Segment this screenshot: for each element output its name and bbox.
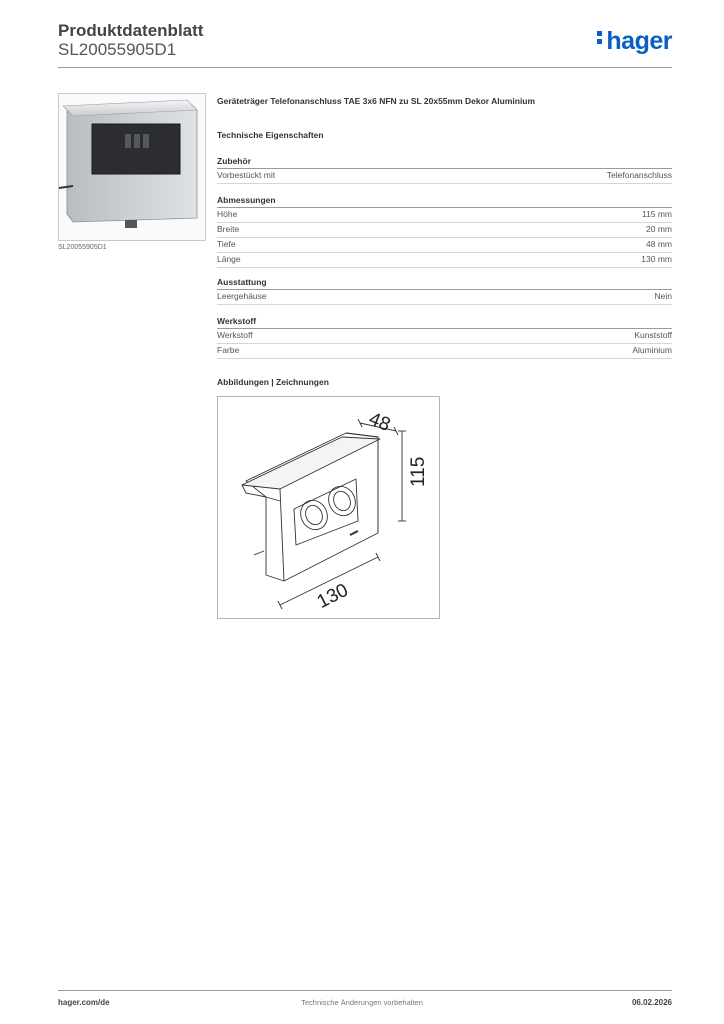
row-label: Länge xyxy=(217,254,241,264)
footer-divider xyxy=(58,990,672,991)
table-row xyxy=(217,169,672,184)
row-label: Höhe xyxy=(217,209,238,219)
row-label: Vorbestückt mit xyxy=(217,170,276,180)
logo-text: hager xyxy=(606,27,672,55)
row-label: Tiefe xyxy=(217,239,236,249)
table-row xyxy=(217,329,672,344)
group-heading: Zubehör xyxy=(217,155,672,169)
row-value: Telefonanschluss xyxy=(606,170,672,180)
footer-disclaimer: Technische Änderungen vorbehalten xyxy=(301,998,423,1007)
table-row xyxy=(217,223,672,238)
row-value: 48 mm xyxy=(646,239,672,249)
length-label: 130 xyxy=(313,579,352,613)
product-name: Geräteträger Telefonanschluss TAE 3x6 NFN zu SL 20x55mm Dekor Aluminium xyxy=(217,96,536,106)
row-label: Breite xyxy=(217,224,240,234)
table-row xyxy=(217,208,672,223)
logo-colon-icon xyxy=(597,28,604,47)
hager-logo[interactable] xyxy=(597,27,672,56)
footer-website-link[interactable]: hager.com/de xyxy=(58,998,110,1007)
row-value: 130 mm xyxy=(641,254,672,264)
table-row xyxy=(217,290,672,305)
dimension-drawing-svg xyxy=(218,397,439,618)
table-row xyxy=(217,253,672,268)
row-value: 20 mm xyxy=(646,224,672,234)
row-value: Aluminium xyxy=(632,345,672,355)
group-ausstattung xyxy=(217,276,672,305)
dimension-drawing xyxy=(217,396,440,619)
group-heading: Werkstoff xyxy=(217,315,672,329)
footer-date: 06.02.2026 xyxy=(631,998,672,1007)
row-value: Nein xyxy=(654,291,672,301)
product-photo-image xyxy=(59,94,205,240)
row-label: Farbe xyxy=(217,345,240,355)
product-photo xyxy=(58,93,206,241)
photo-caption: SL20055905D1 xyxy=(58,244,107,251)
product-code: SL20055905D1 xyxy=(58,40,177,59)
page-title: Produktdatenblatt xyxy=(58,21,204,40)
table-row xyxy=(217,344,672,359)
group-heading: Ausstattung xyxy=(217,276,672,290)
group-werkstoff xyxy=(217,315,672,359)
header-divider xyxy=(58,67,672,68)
table-row xyxy=(217,238,672,253)
group-abmessungen xyxy=(217,194,672,268)
height-label: 115 xyxy=(408,456,429,487)
row-value: Kunststoff xyxy=(634,330,672,340)
row-label: Leergehäuse xyxy=(217,291,267,301)
depth-label: 48 xyxy=(365,408,394,436)
row-value: 115 mm xyxy=(641,209,672,219)
properties-heading: Technische Eigenschaften xyxy=(217,130,324,140)
group-zubehoer xyxy=(217,155,672,184)
row-label: Werkstoff xyxy=(217,330,253,340)
drawings-heading: Abbildungen | Zeichnungen xyxy=(217,377,329,387)
group-heading: Abmessungen xyxy=(217,194,672,208)
